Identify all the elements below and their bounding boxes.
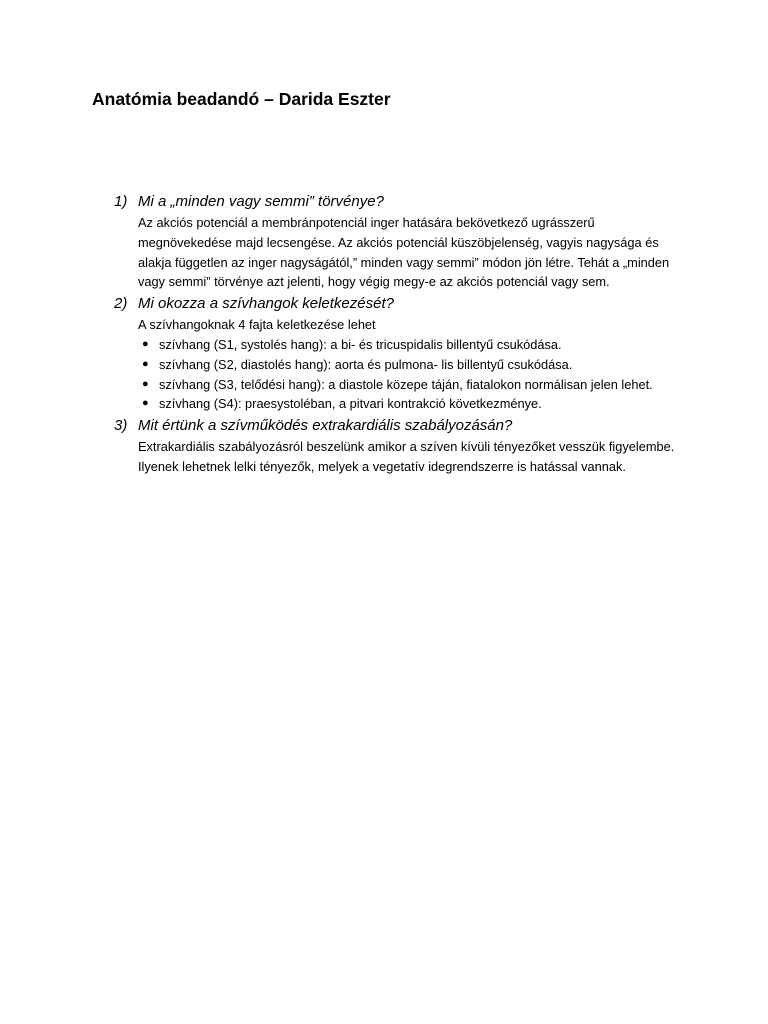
list-item-text: szívhang (S4): praesystoléban, a pitvari kontrakció következménye.: [159, 396, 542, 412]
question-2: [0, 292, 768, 315]
list-item-text: szívhang (S2, diastolés hang): aorta és pulmona- lis billentyű csukódása.: [159, 356, 573, 372]
list-item-text: szívhang (S1, systolés hang): a bi- és tricuspidalis billentyű csukódása.: [159, 336, 562, 352]
question-1: [0, 190, 768, 213]
list-item: [138, 394, 678, 414]
list-item: [138, 355, 678, 375]
answer-2-intro: A szívhangoknak 4 fajta keletkezése lehet: [138, 317, 376, 333]
question-3-text: Mit értünk a szívműködés extrakardiális szabályozásán?: [138, 417, 513, 435]
bullet-icon: ●: [142, 357, 149, 370]
document-title: Anatómia beadandó – Darida Eszter: [92, 89, 391, 109]
question-3-number: 3): [114, 417, 128, 435]
list-item: [138, 375, 678, 395]
bullet-icon: ●: [142, 397, 149, 410]
question-1-text: Mi a „minden vagy semmi” törvénye?: [138, 193, 384, 210]
answer-3: [138, 437, 678, 477]
list-item-text: szívhang (S3, telődési hang): a diastole közepe táján, fiatalokon normálisan jelen lehet.: [159, 376, 653, 392]
heart-sound-list: [138, 335, 678, 414]
question-2-text: Mi okozza a szívhangok keletkezését?: [138, 295, 394, 313]
answer-3-text: Extrakardiális szabályozásról beszelünk amikor a szíven kívüli tényezőket vesszük figyelembe. Ilyenek lehetnek lelki tényezők, melyek a vegetatív idegrendszerre is hatással vannak.: [138, 439, 675, 474]
bullet-icon: ●: [142, 377, 149, 390]
question-3: [0, 414, 768, 437]
question-1-number: 1): [114, 193, 128, 210]
question-2-number: 2): [114, 295, 128, 313]
bullet-icon: ●: [142, 337, 149, 350]
question-list: [0, 190, 768, 477]
answer-1: [138, 213, 678, 292]
answer-1-text: Az akciós potenciál a membránpotenciál inger hatására bekövetkező ugrásszerű megnövekedése majd lecsengése. Az akciós potenciál küszöbjelenség, vagyis nagysága és alakja független az inger nagyságától,” minden vagy semmi” módon jön létre. Tehát a „minden vagy semmi” törvénye azt jelenti, hogy végig megy-e az akciós potenciál vagy sem.: [138, 215, 670, 290]
list-item: [138, 335, 678, 355]
answer-2: [138, 315, 678, 414]
